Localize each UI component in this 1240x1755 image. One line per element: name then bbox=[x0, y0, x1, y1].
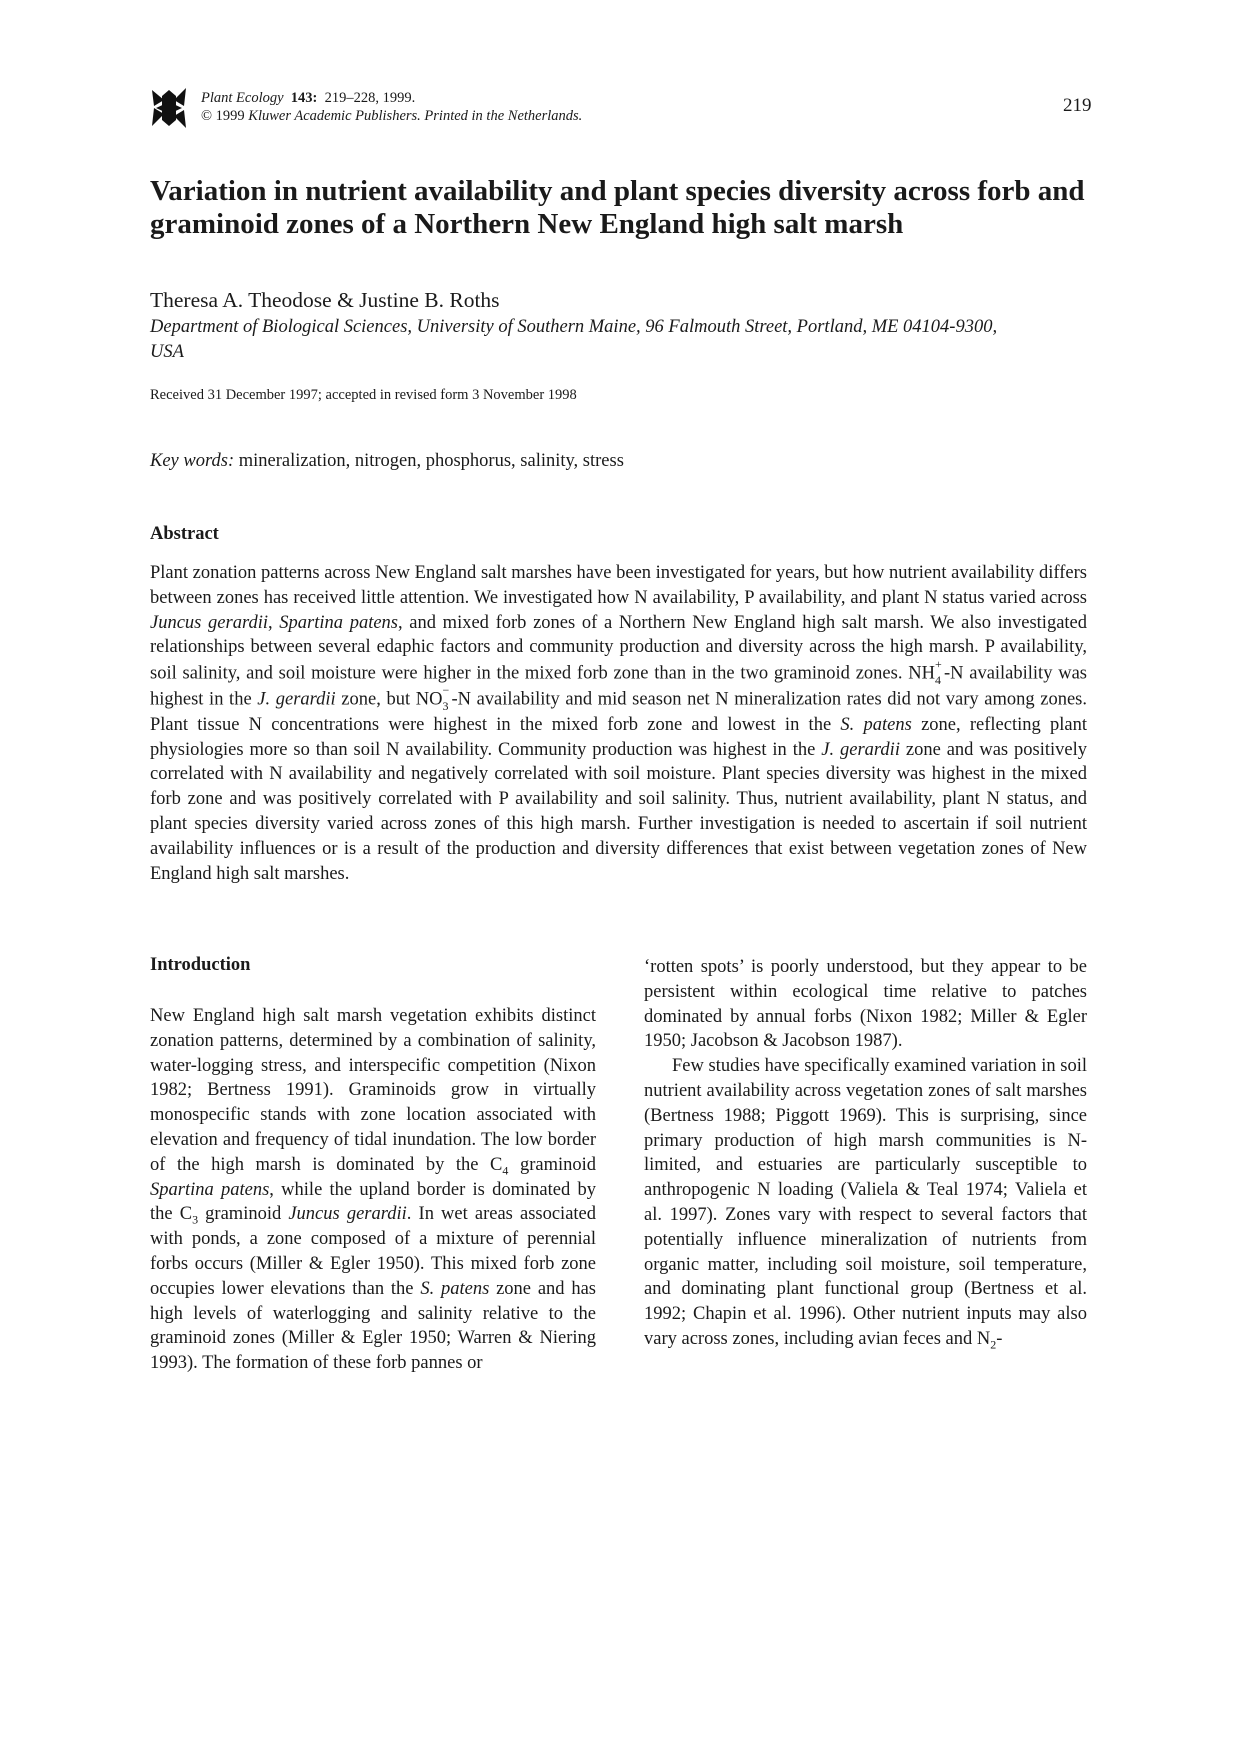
nitrate-indices bbox=[442, 683, 451, 714]
keywords bbox=[150, 451, 624, 472]
count-subscript: 4 bbox=[934, 673, 941, 688]
body-segment: . In wet areas associated with ponds, a zone composed of a mixture of perennial forbs occurs (Miller & Egler 1950). This mixed forb zone occupies lower elevations than the bbox=[150, 1204, 597, 1299]
species-name: Spartina patens bbox=[150, 1179, 270, 1200]
journal-volume: 143: bbox=[290, 90, 318, 106]
body-segment: , while the upland border is dominated by the C bbox=[150, 1179, 596, 1225]
body-segment: Few studies have specifically examined variation in soil nutrient availability across vegetation zones of salt marshes (Bertness 1988; Piggott 1969). This is surprising, since primary production of high marsh communities is N-limited, and estuaries are particularly susceptible to anthropogenic N loading (Valiela & Teal 1974; Valiela et al. 1997). Zones vary with respect to several factors that potentially influence mineralization of nutrients from organic matter, including soil moisture, soil temperature, and dominating plant functional group (Bertness et al. 1992; Chapin et al. 1996). Other nutrient inputs may also vary across zones, including avian feces and N bbox=[644, 1056, 1087, 1349]
species-name: J. gerardii bbox=[821, 739, 900, 760]
introduction-left-column bbox=[150, 1004, 596, 1376]
body-segment: graminoid bbox=[508, 1154, 596, 1175]
body-segment: New England high salt marsh vegetation exhibits distinct zonation patterns, determined by a combination of salinity, water-logging stress, and interspecific competition (Nixon 1982; Bertness 1991). Graminoids grow in virtually monospecific stands with zone location associated with elevation and frequency of tidal inundation. The low border of the high marsh is dominated by the C bbox=[150, 1006, 596, 1175]
paragraph: ‘rotten spots’ is poorly understood, but they appear to be persistent within ecological time relative to patches dominated by annual forbs (Nixon 1982; Miller & Egler 1950; Jacobson & Jacobson 1987). bbox=[644, 957, 1087, 1052]
abstract-segment: -N availability was highest in the bbox=[150, 663, 1087, 710]
authors: Theresa A. Theodose & Justine B. Roths bbox=[150, 288, 500, 312]
abstract-segment: zone and was positively correlated with N availability and negatively correlated with soil moisture. Plant species diversity was highest in the mixed forb zone and was positively correlated with P availability and soil salinity. Thus, nutrient availability, plant N status, and plant species diversity varied across zones of this high marsh. Further investigation is needed to ascertain if soil nutrient availability influences or is a result of the production and diversity differences that exist between vegetation zones of New England high salt marshes. bbox=[150, 739, 1088, 884]
abstract-segment: zone, reflecting plant physiologies more so than soil N availability. Community production was highest in the bbox=[150, 714, 1087, 760]
publisher-logo-icon bbox=[150, 86, 188, 130]
journal-name: Plant Ecology bbox=[201, 90, 284, 106]
species-name: S. patens bbox=[420, 1278, 490, 1299]
paragraph bbox=[644, 1054, 1087, 1352]
abstract-segment: -N availability and mid season net N mineralization rates did not vary among zones. Plant tissue N concentrations were highest in the mixed forb zone and lowest in the bbox=[150, 689, 1087, 735]
body-segment: zone and has high levels of waterlogging and salinity relative to the graminoid zones (Miller & Egler 1950; Warren & Niering 1993). The formation of these forb pannes or bbox=[150, 1278, 596, 1374]
body-segment: graminoid bbox=[198, 1204, 289, 1225]
journal-pages: 219–228, 1999. bbox=[324, 90, 416, 106]
introduction-heading: Introduction bbox=[150, 955, 251, 975]
abstract-text bbox=[150, 561, 1087, 886]
species-name: S. patens bbox=[840, 714, 912, 735]
abstract-segment: , bbox=[268, 612, 280, 633]
abstract-segment: zone, but NO bbox=[335, 689, 443, 710]
affiliation: Department of Biological Sciences, University of Southern Maine, 96 Falmouth Street, Portland, ME 04104-9300, USA bbox=[150, 317, 998, 362]
count-subscript: 3 bbox=[442, 699, 449, 714]
keywords-label: Key words: bbox=[150, 451, 235, 471]
subscript: 4 bbox=[502, 1163, 509, 1178]
page-number: 219 bbox=[1063, 95, 1092, 116]
received-dates: Received 31 December 1997; accepted in revised form 3 November 1998 bbox=[150, 387, 577, 403]
species-name: Juncus gerardii bbox=[150, 612, 268, 633]
copyright: © 1999 bbox=[201, 108, 245, 124]
species-name: J. gerardii bbox=[257, 689, 336, 710]
article-title: Variation in nutrient availability and plant species diversity across forb and graminoid zones of a Northern New England high salt marsh bbox=[150, 175, 1085, 240]
abstract-segment: Plant zonation patterns across New England salt marshes have been investigated for years, but how nutrient availability differs between zones has received little attention. We investigated how N availability, P availability, and plant N status varied across bbox=[150, 563, 1087, 608]
abstract-segment: , and mixed forb zones of a Northern New England high salt marsh. We also investigated relationships between several edaphic factors and community production and diversity across the high marsh. P availability, soil salinity, and soil moisture were higher in the mixed forb zone than in the two graminoid zones. NH bbox=[150, 612, 1087, 684]
species-name: Juncus gerardii bbox=[288, 1204, 407, 1225]
subscript: 2 bbox=[990, 1337, 997, 1352]
journal-citation bbox=[201, 89, 582, 125]
keywords-list: mineralization, nitrogen, phosphorus, salinity, stress bbox=[238, 451, 624, 471]
body-segment: - bbox=[996, 1328, 1003, 1349]
species-name: Spartina patens bbox=[279, 612, 398, 633]
publisher: Kluwer Academic Publishers. Printed in the Netherlands. bbox=[248, 108, 583, 124]
charge-superscript: − bbox=[442, 683, 450, 698]
charge-superscript: + bbox=[934, 657, 942, 672]
introduction-right-column bbox=[644, 955, 1087, 1352]
abstract-heading: Abstract bbox=[150, 524, 219, 544]
ammonium-indices bbox=[934, 657, 944, 688]
subscript: 3 bbox=[192, 1213, 199, 1228]
